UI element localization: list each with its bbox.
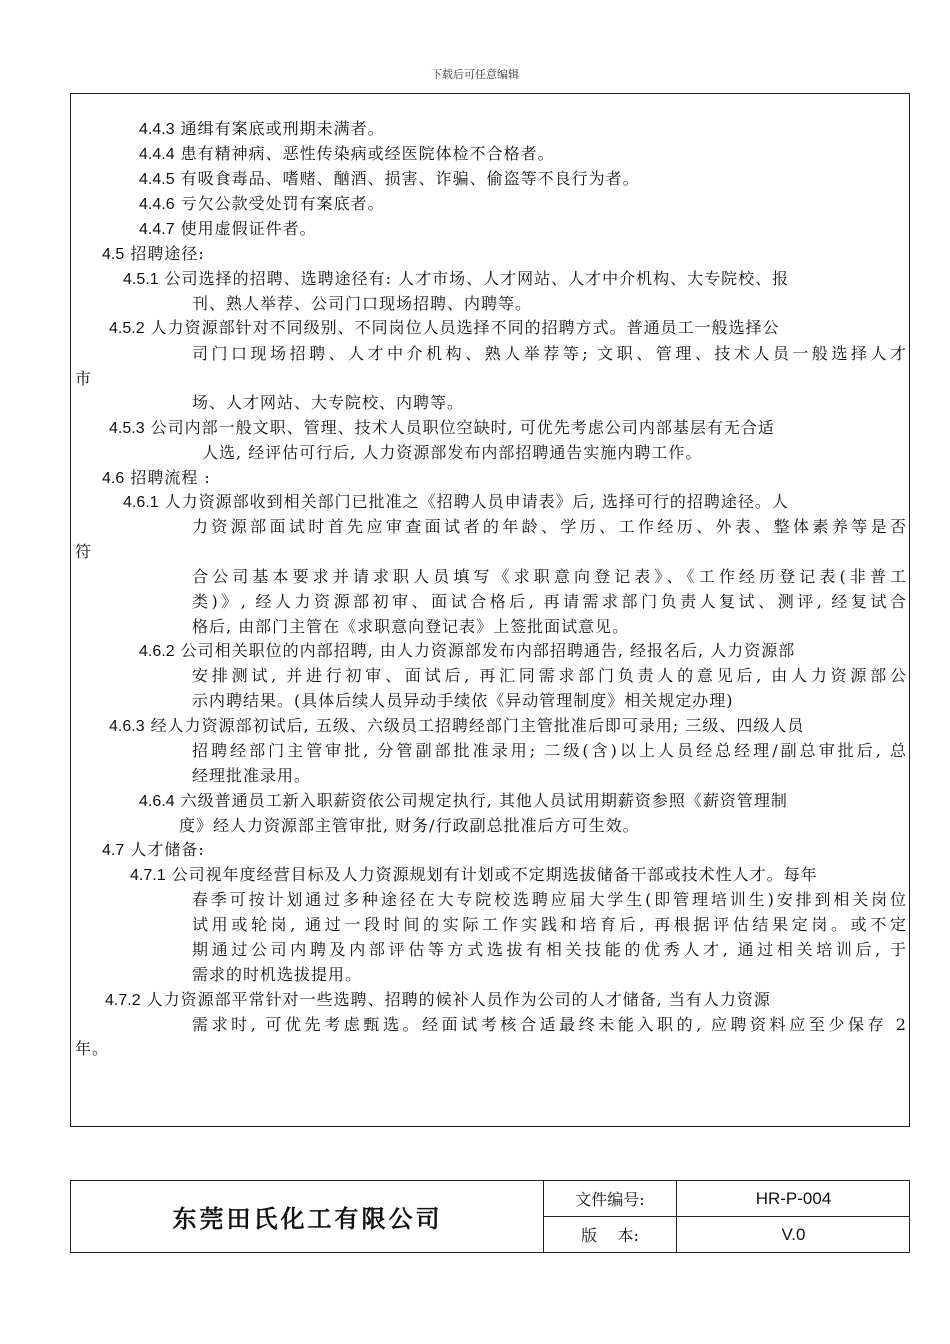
clause-4-6-3: 4.6.3 经人力资源部初试后, 五级、六级员工招聘经部门主管批准后即可录用; 三级、四级人员 bbox=[109, 716, 805, 735]
version-label: 版 本: bbox=[581, 1226, 639, 1245]
clause-4-7-1: 4.7.1 公司视年度经营目标及人力资源规划有计划或不定期选拔储备干部或技术性人才。每年 bbox=[130, 865, 818, 884]
clause-4-4-3: 4.4.3 通缉有案底或刑期未满者。 bbox=[139, 119, 385, 138]
clause-4-5-2-cont: 司门口现场招聘、人才中介机构、熟人举荐等; 文职、管理、技术人员一般选择人才 bbox=[192, 344, 907, 363]
clause-4-5-2-wrap: 市 bbox=[75, 369, 93, 388]
clause-4-5-2-end: 场、人才网站、大专院校、内聘等。 bbox=[192, 393, 465, 412]
clause-4-4-4: 4.4.4 患有精神病、恶性传染病或经医院体检不合格者。 bbox=[139, 144, 555, 163]
content-frame bbox=[70, 93, 910, 1127]
clause-4-7-1-cont2: 试用或轮岗, 通过一段时间的实际工作实践和培育后, 再根据评估结果定岗。或不定 bbox=[192, 915, 907, 934]
clause-4-6-1-end: 格后, 由部门主管在《求职意向登记表》上签批面试意见。 bbox=[192, 617, 630, 636]
clause-4-6-4: 4.6.4 六级普通员工新入职薪资依公司规定执行, 其他人员试用期薪资参照《薪资管理制 bbox=[139, 791, 788, 810]
clause-4-6-1: 4.6.1 人力资源部收到相关部门已批准之《招聘人员申请表》后, 选择可行的招聘途径。人 bbox=[123, 492, 789, 511]
clause-4-6-1-cont: 力资源部面试时首先应审查面试者的年龄、学历、工作经历、外表、整体素养等是否 bbox=[192, 517, 907, 536]
clause-4-5-3-cont: 人选, 经评估可行后, 人力资源部发布内部招聘通告实施内聘工作。 bbox=[202, 443, 703, 462]
clause-4-7-1-cont3: 期通过公司内聘及内部评估等方式选拔有相关技能的优秀人才, 通过相关培训后, 于 bbox=[192, 940, 907, 959]
clause-4-6-3-end: 经理批准录用。 bbox=[192, 766, 312, 785]
clause-4-5-1: 4.5.1 公司选择的招聘、选聘途径有: 人才市场、人才网站、人才中介机构、大专院校、报 bbox=[123, 269, 790, 288]
clause-4-4-6: 4.4.6 亏欠公款受处罚有案底者。 bbox=[139, 194, 385, 213]
footer-table bbox=[70, 1180, 910, 1253]
clause-4-6-1-cont3: 类)》, 经人力资源部初审、面试合格后, 再请需求部门负责人复试、测评, 经复试合 bbox=[192, 592, 907, 611]
clause-4-6-1-cont2: 合公司基本要求并请求职人员填写《求职意向登记表》、《工作经历登记表(非普工 bbox=[192, 567, 907, 586]
doc-number-value: HR-P-004 bbox=[755, 1188, 832, 1208]
clause-4-7-1-cont: 春季可按计划通过多种途径在大专院校选聘应届大学生(即管理培训生)安排到相关岗位 bbox=[192, 890, 907, 909]
company-name: 东莞田氏化工有限公司 bbox=[172, 1204, 443, 1233]
doc-number-label: 文件编号: bbox=[575, 1190, 645, 1209]
clause-4-7-2: 4.7.2 人力资源部平常针对一些选聘、招聘的候补人员作为公司的人才储备, 当有人力资源 bbox=[105, 990, 771, 1009]
section-4-6-heading: 4.6 招聘流程 : bbox=[102, 468, 211, 487]
version-value: V.0 bbox=[781, 1224, 806, 1244]
clause-4-4-7: 4.4.7 使用虚假证件者。 bbox=[139, 219, 317, 238]
clause-4-7-2-wrap: 年。 bbox=[75, 1039, 110, 1058]
clause-4-4-5: 4.4.5 有吸食毒品、嗜赌、酗酒、损害、诈骗、偷盗等不良行为者。 bbox=[139, 169, 640, 188]
section-4-7-heading: 4.7 人才储备: bbox=[102, 840, 205, 859]
section-4-5-heading: 4.5 招聘途径: bbox=[102, 244, 205, 263]
clause-4-7-2-cont: 需求时, 可优先考虑甄选。经面试考核合适最终未能入职的, 应聘资料应至少保存 2 bbox=[192, 1015, 907, 1034]
clause-4-6-2: 4.6.2 公司相关职位的内部招聘, 由人力资源部发布内部招聘通告, 经报名后, 人力资源部 bbox=[139, 641, 796, 660]
clause-4-7-1-end: 需求的时机选拔提用。 bbox=[192, 965, 363, 984]
clause-4-6-2-cont: 安排测试, 并进行初审、面试后, 再汇同需求部门负责人的意见后, 由人力资源部公 bbox=[192, 666, 907, 685]
clause-4-5-1-cont: 刊、熟人举荐、公司门口现场招聘、内聘等。 bbox=[192, 294, 533, 313]
clause-4-5-3: 4.5.3 公司内部一般文职、管理、技术人员职位空缺时, 可优先考虑公司内部基层有无合适 bbox=[109, 418, 775, 437]
header-note: 下载后可任意编辑 bbox=[431, 68, 519, 81]
clause-4-6-3-cont: 招聘经部门主管审批, 分管副部批准录用; 二级(含)以上人员经总经理/副总审批后, 总 bbox=[192, 741, 907, 760]
clause-4-6-4-cont: 度》经人力资源部主管审批, 财务/行政副总批准后方可生效。 bbox=[179, 816, 640, 835]
clause-4-6-1-wrap: 符 bbox=[75, 542, 93, 561]
clause-4-5-2: 4.5.2 人力资源部针对不同级别、不同岗位人员选择不同的招聘方式。普通员工一般选择公 bbox=[109, 318, 780, 337]
clause-4-6-2-end: 示内聘结果。(具体后续人员异动手续依《异动管理制度》相关规定办理) bbox=[192, 691, 734, 710]
